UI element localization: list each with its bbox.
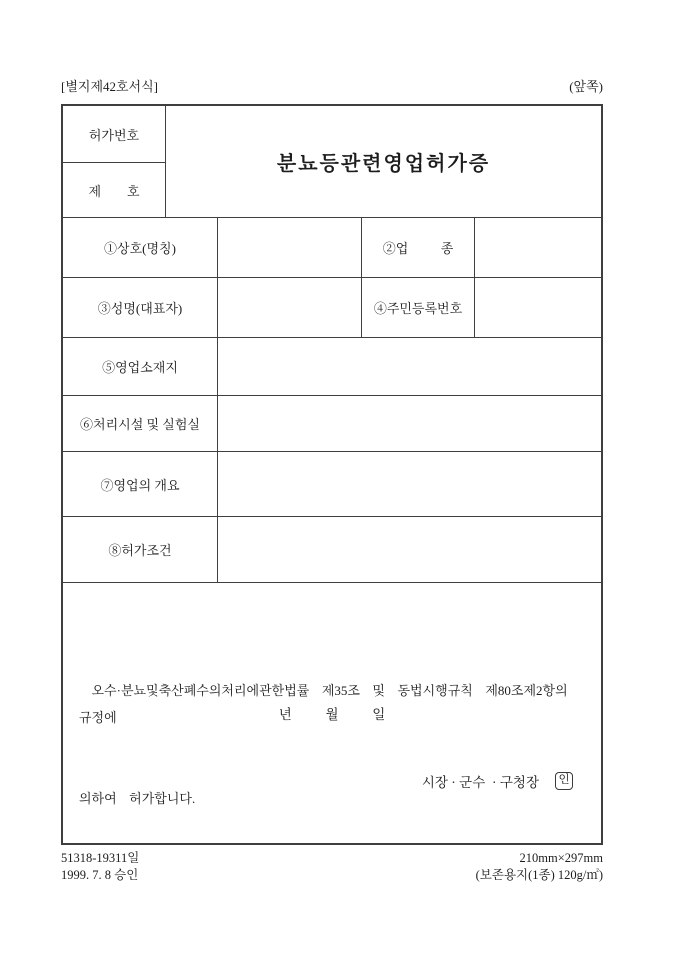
form-code: [별지제42호서식] bbox=[61, 79, 159, 94]
signer-title: 시장 · 군수 · 구청장 bbox=[421, 775, 539, 790]
permit-conditions-value-cell bbox=[218, 517, 601, 582]
row-business-name-type bbox=[63, 218, 601, 278]
representative-label: ③성명(대표자) bbox=[63, 278, 218, 337]
row-business-address bbox=[63, 338, 601, 396]
form-header-section bbox=[63, 106, 601, 218]
row-representative-resident-number bbox=[63, 278, 601, 338]
row-business-outline bbox=[63, 452, 601, 517]
business-type-label: ②업 종 bbox=[362, 218, 475, 277]
business-address-label: ⑤영업소재지 bbox=[63, 338, 218, 395]
seal-mark: 인 bbox=[555, 772, 573, 790]
signature-line bbox=[422, 771, 573, 791]
statement-section bbox=[63, 583, 601, 843]
footer-paper-size: 210mm×297mm bbox=[519, 851, 603, 865]
business-outline-label: ⑦영업의 개요 bbox=[63, 452, 218, 516]
legal-statement-line2: 의하여 허가합니다. bbox=[79, 791, 196, 806]
business-name-label: ①상호(명칭) bbox=[63, 218, 218, 277]
date-line: 년 월 일 bbox=[278, 707, 386, 722]
footer-doc-number: 51318-19311일 bbox=[61, 851, 140, 865]
form-title: 분뇨등관련영업허가증 bbox=[276, 153, 491, 175]
permit-number-label: 허가번호 bbox=[63, 106, 165, 163]
permit-form-table bbox=[61, 104, 603, 845]
business-address-value-cell bbox=[218, 338, 601, 395]
footer-approval-date: 1999. 7. 8 승인 bbox=[61, 868, 139, 882]
business-name-value-cell bbox=[218, 218, 362, 277]
footer-approval-block bbox=[61, 850, 139, 884]
representative-value-cell bbox=[218, 278, 362, 337]
header-number-column bbox=[63, 106, 166, 217]
permit-conditions-label: ⑧허가조건 bbox=[63, 517, 218, 582]
page-meta-row bbox=[61, 76, 603, 95]
footer-paper-spec: (보존용지(1종) 120g/㎡) bbox=[475, 868, 603, 882]
treatment-facility-label: ⑥처리시설 및 실험실 bbox=[63, 396, 218, 451]
resident-number-label: ④주민등록번호 bbox=[362, 278, 475, 337]
resident-number-value-cell bbox=[475, 278, 601, 337]
row-treatment-facility bbox=[63, 396, 601, 452]
row-permit-conditions bbox=[63, 517, 601, 583]
treatment-facility-value-cell bbox=[218, 396, 601, 451]
page-footer bbox=[61, 850, 603, 884]
business-type-value-cell bbox=[475, 218, 601, 277]
business-outline-value-cell bbox=[218, 452, 601, 516]
document-number-label: 제 호 bbox=[88, 183, 140, 199]
legal-statement bbox=[79, 623, 589, 843]
page-side-label: (앞쪽) bbox=[569, 79, 603, 94]
legal-statement-line1: 오수·분뇨및축산폐수의처리에관한법률 제35조 및 동법시행규칙 제80조제2항의 규정에 bbox=[79, 683, 581, 725]
footer-paper-block bbox=[476, 850, 603, 884]
